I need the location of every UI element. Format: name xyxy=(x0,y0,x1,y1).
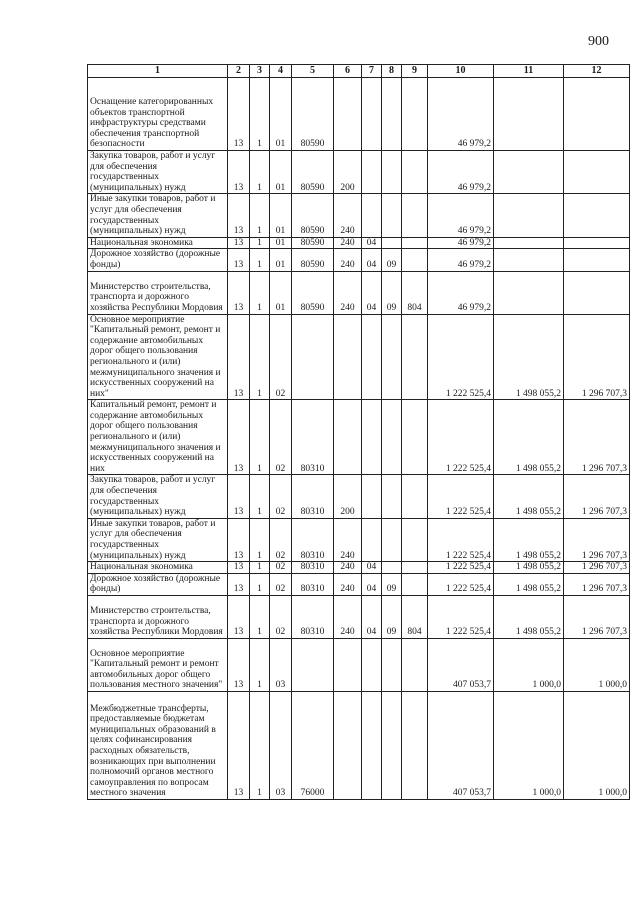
page-number: 900 xyxy=(588,34,609,49)
row-value-cell xyxy=(382,518,402,561)
row-description-cell: Оснащение категорированных объектов транспортной инфраструктуры средствами обеспечения транспортной безопасности xyxy=(88,78,228,151)
row-value-cell: 1 222 525,4 xyxy=(428,562,494,574)
row-value-cell: 1 xyxy=(250,271,270,314)
row-value-cell: 01 xyxy=(270,194,292,237)
row-value-cell: 09 xyxy=(382,271,402,314)
row-value-cell: 1 xyxy=(250,314,270,400)
row-value-cell xyxy=(494,151,564,194)
row-value-cell xyxy=(402,400,428,475)
row-value-cell: 80590 xyxy=(292,151,334,194)
row-description-cell: Основное мероприятие "Капитальный ремонт и ремонт автомобильных дорог общего пользования местного значения" xyxy=(88,638,228,691)
row-value-cell xyxy=(402,691,428,799)
row-value-cell xyxy=(402,314,428,400)
row-value-cell: 02 xyxy=(270,595,292,638)
row-value-cell: 1 xyxy=(250,518,270,561)
row-value-cell: 13 xyxy=(228,595,250,638)
row-value-cell xyxy=(494,237,564,249)
row-value-cell: 407 053,7 xyxy=(428,691,494,799)
row-value-cell: 76000 xyxy=(292,691,334,799)
row-description-cell: Закупка товаров, работ и услуг для обеспечения государственных (муниципальных) нужд xyxy=(88,151,228,194)
column-header: 2 xyxy=(228,65,250,78)
row-description-cell: Иные закупки товаров, работ и услуг для обеспечения государственных (муниципальных) нужд xyxy=(88,518,228,561)
row-value-cell xyxy=(382,237,402,249)
row-value-cell: 1 296 707,3 xyxy=(564,400,630,475)
table-row xyxy=(88,595,630,638)
row-value-cell xyxy=(402,78,428,151)
row-value-cell: 02 xyxy=(270,573,292,595)
row-value-cell xyxy=(402,249,428,271)
row-value-cell: 46 979,2 xyxy=(428,151,494,194)
row-value-cell: 1 xyxy=(250,595,270,638)
row-value-cell: 46 979,2 xyxy=(428,249,494,271)
row-value-cell: 13 xyxy=(228,400,250,475)
table-header-row xyxy=(88,65,630,78)
row-value-cell xyxy=(494,78,564,151)
row-value-cell xyxy=(334,638,362,691)
row-value-cell: 04 xyxy=(362,237,382,249)
row-value-cell xyxy=(382,78,402,151)
row-value-cell xyxy=(402,573,428,595)
row-value-cell: 80590 xyxy=(292,237,334,249)
table-row xyxy=(88,573,630,595)
row-value-cell: 1 222 525,4 xyxy=(428,475,494,518)
row-description-cell: Национальная экономика xyxy=(88,562,228,574)
row-value-cell xyxy=(334,400,362,475)
row-value-cell xyxy=(382,562,402,574)
row-value-cell: 01 xyxy=(270,151,292,194)
table-row xyxy=(88,638,630,691)
row-value-cell xyxy=(334,691,362,799)
row-description-cell: Дорожное хозяйство (дорожные фонды) xyxy=(88,249,228,271)
row-value-cell xyxy=(564,271,630,314)
row-value-cell xyxy=(292,638,334,691)
row-value-cell: 1 222 525,4 xyxy=(428,595,494,638)
row-value-cell: 80590 xyxy=(292,249,334,271)
row-value-cell: 1 xyxy=(250,249,270,271)
column-header: 7 xyxy=(362,65,382,78)
row-value-cell xyxy=(564,151,630,194)
row-value-cell: 80310 xyxy=(292,518,334,561)
row-description-cell: Дорожное хозяйство (дорожные фонды) xyxy=(88,573,228,595)
row-value-cell xyxy=(382,400,402,475)
row-value-cell: 240 xyxy=(334,271,362,314)
row-value-cell: 1 xyxy=(250,475,270,518)
table-row xyxy=(88,400,630,475)
row-value-cell: 02 xyxy=(270,400,292,475)
column-header: 5 xyxy=(292,65,334,78)
table-row xyxy=(88,562,630,574)
row-description-cell: Министерство строительства, транспорта и дорожного хозяйства Республики Мордовия xyxy=(88,595,228,638)
row-value-cell xyxy=(494,249,564,271)
table-row xyxy=(88,237,630,249)
row-value-cell xyxy=(402,194,428,237)
row-value-cell: 80590 xyxy=(292,78,334,151)
row-value-cell: 13 xyxy=(228,562,250,574)
row-value-cell: 240 xyxy=(334,518,362,561)
row-value-cell: 1 296 707,3 xyxy=(564,562,630,574)
row-value-cell: 46 979,2 xyxy=(428,271,494,314)
row-value-cell: 1 xyxy=(250,562,270,574)
row-value-cell: 80590 xyxy=(292,271,334,314)
row-value-cell xyxy=(494,271,564,314)
row-value-cell: 02 xyxy=(270,562,292,574)
row-value-cell: 240 xyxy=(334,249,362,271)
row-value-cell xyxy=(564,194,630,237)
row-value-cell xyxy=(402,638,428,691)
row-value-cell: 13 xyxy=(228,249,250,271)
row-value-cell: 03 xyxy=(270,691,292,799)
row-value-cell: 09 xyxy=(382,249,402,271)
row-value-cell: 13 xyxy=(228,237,250,249)
table-row xyxy=(88,518,630,561)
row-value-cell: 1 000,0 xyxy=(494,691,564,799)
row-value-cell: 1 000,0 xyxy=(564,638,630,691)
row-value-cell: 13 xyxy=(228,271,250,314)
row-value-cell: 80310 xyxy=(292,573,334,595)
row-value-cell xyxy=(362,78,382,151)
row-value-cell: 04 xyxy=(362,595,382,638)
row-value-cell xyxy=(402,562,428,574)
row-value-cell: 01 xyxy=(270,78,292,151)
row-value-cell: 1 222 525,4 xyxy=(428,400,494,475)
row-value-cell: 04 xyxy=(362,562,382,574)
row-value-cell: 804 xyxy=(402,595,428,638)
row-value-cell: 46 979,2 xyxy=(428,237,494,249)
budget-table xyxy=(87,64,630,800)
row-value-cell xyxy=(362,518,382,561)
row-value-cell: 1 000,0 xyxy=(494,638,564,691)
table-row xyxy=(88,691,630,799)
row-value-cell: 1 498 055,2 xyxy=(494,595,564,638)
row-value-cell: 1 498 055,2 xyxy=(494,562,564,574)
row-value-cell: 1 296 707,3 xyxy=(564,314,630,400)
row-value-cell: 1 xyxy=(250,194,270,237)
row-value-cell: 01 xyxy=(270,249,292,271)
row-value-cell: 200 xyxy=(334,151,362,194)
row-value-cell: 1 222 525,4 xyxy=(428,518,494,561)
row-value-cell: 1 498 055,2 xyxy=(494,314,564,400)
row-value-cell: 1 xyxy=(250,400,270,475)
row-description-cell: Основное мероприятие "Капитальный ремонт, ремонт и содержание автомобильных дорог общего пользования регионального и (или) межмуниципального значения и искусственных сооружений на них" xyxy=(88,314,228,400)
row-value-cell xyxy=(362,400,382,475)
row-value-cell: 46 979,2 xyxy=(428,78,494,151)
row-value-cell xyxy=(362,151,382,194)
column-header: 11 xyxy=(494,65,564,78)
row-value-cell: 1 xyxy=(250,237,270,249)
row-description-cell: Закупка товаров, работ и услуг для обеспечения государственных (муниципальных) нужд xyxy=(88,475,228,518)
row-value-cell: 1 000,0 xyxy=(564,691,630,799)
row-value-cell: 80310 xyxy=(292,400,334,475)
row-value-cell: 1 222 525,4 xyxy=(428,573,494,595)
row-value-cell: 240 xyxy=(334,595,362,638)
row-value-cell xyxy=(382,475,402,518)
row-value-cell: 240 xyxy=(334,573,362,595)
row-value-cell: 80310 xyxy=(292,475,334,518)
row-value-cell: 13 xyxy=(228,518,250,561)
row-value-cell xyxy=(334,78,362,151)
row-value-cell xyxy=(382,151,402,194)
column-header: 6 xyxy=(334,65,362,78)
row-value-cell: 1 xyxy=(250,151,270,194)
row-description-cell: Национальная экономика xyxy=(88,237,228,249)
row-value-cell: 13 xyxy=(228,475,250,518)
row-value-cell: 1 498 055,2 xyxy=(494,475,564,518)
table-row xyxy=(88,314,630,400)
column-header: 3 xyxy=(250,65,270,78)
column-header: 9 xyxy=(402,65,428,78)
row-value-cell: 1 498 055,2 xyxy=(494,400,564,475)
row-value-cell xyxy=(402,475,428,518)
row-description-cell: Межбюджетные трансферты, предоставляемые бюджетам муниципальных образований в целях софинансирования расходных обязательств, возникающих при выполнении полномочий органов местного самоуправления по вопросам местного значения xyxy=(88,691,228,799)
row-value-cell: 04 xyxy=(362,271,382,314)
row-value-cell: 240 xyxy=(334,194,362,237)
row-description-cell: Министерство строительства, транспорта и дорожного хозяйства Республики Мордовия xyxy=(88,271,228,314)
column-header: 10 xyxy=(428,65,494,78)
row-value-cell: 1 498 055,2 xyxy=(494,518,564,561)
column-header: 8 xyxy=(382,65,402,78)
table-row xyxy=(88,78,630,151)
row-value-cell xyxy=(362,638,382,691)
row-value-cell: 80310 xyxy=(292,562,334,574)
row-value-cell xyxy=(382,638,402,691)
row-value-cell xyxy=(362,314,382,400)
row-description-cell: Капитальный ремонт, ремонт и содержание автомобильных дорог общего пользования регионального и (или) межмуниципального значения и искусственных сооружений на них xyxy=(88,400,228,475)
row-description-cell: Иные закупки товаров, работ и услуг для обеспечения государственных (муниципальных) нужд xyxy=(88,194,228,237)
row-value-cell: 13 xyxy=(228,691,250,799)
row-value-cell: 1 222 525,4 xyxy=(428,314,494,400)
row-value-cell xyxy=(362,475,382,518)
row-value-cell: 02 xyxy=(270,314,292,400)
row-value-cell: 13 xyxy=(228,638,250,691)
column-header: 12 xyxy=(564,65,630,78)
row-value-cell: 804 xyxy=(402,271,428,314)
row-value-cell xyxy=(494,194,564,237)
row-value-cell: 1 296 707,3 xyxy=(564,573,630,595)
table-row xyxy=(88,249,630,271)
table-row xyxy=(88,194,630,237)
row-value-cell: 1 296 707,3 xyxy=(564,475,630,518)
row-value-cell: 03 xyxy=(270,638,292,691)
row-value-cell: 1 498 055,2 xyxy=(494,573,564,595)
row-value-cell xyxy=(292,314,334,400)
row-value-cell xyxy=(564,249,630,271)
row-value-cell: 13 xyxy=(228,194,250,237)
row-value-cell: 1 xyxy=(250,78,270,151)
row-value-cell xyxy=(402,151,428,194)
row-value-cell: 02 xyxy=(270,475,292,518)
row-value-cell: 1 xyxy=(250,573,270,595)
row-value-cell: 13 xyxy=(228,314,250,400)
row-value-cell: 80590 xyxy=(292,194,334,237)
column-header: 4 xyxy=(270,65,292,78)
row-value-cell: 01 xyxy=(270,237,292,249)
row-value-cell: 13 xyxy=(228,573,250,595)
table-row xyxy=(88,271,630,314)
row-value-cell: 09 xyxy=(382,595,402,638)
column-header: 1 xyxy=(88,65,228,78)
row-value-cell: 13 xyxy=(228,78,250,151)
row-value-cell xyxy=(564,78,630,151)
row-value-cell: 01 xyxy=(270,271,292,314)
row-value-cell: 13 xyxy=(228,151,250,194)
row-value-cell: 46 979,2 xyxy=(428,194,494,237)
row-value-cell xyxy=(382,314,402,400)
row-value-cell: 04 xyxy=(362,249,382,271)
row-value-cell: 80310 xyxy=(292,595,334,638)
row-value-cell xyxy=(402,237,428,249)
row-value-cell: 1 xyxy=(250,638,270,691)
row-value-cell: 09 xyxy=(382,573,402,595)
row-value-cell: 240 xyxy=(334,562,362,574)
row-value-cell: 1 296 707,3 xyxy=(564,518,630,561)
row-value-cell: 1 296 707,3 xyxy=(564,595,630,638)
row-value-cell: 240 xyxy=(334,237,362,249)
row-value-cell: 1 xyxy=(250,691,270,799)
row-value-cell xyxy=(382,194,402,237)
row-value-cell: 407 053,7 xyxy=(428,638,494,691)
row-value-cell xyxy=(334,314,362,400)
table-row xyxy=(88,475,630,518)
row-value-cell: 04 xyxy=(362,573,382,595)
row-value-cell: 200 xyxy=(334,475,362,518)
table-body xyxy=(88,78,630,800)
row-value-cell: 02 xyxy=(270,518,292,561)
row-value-cell xyxy=(564,237,630,249)
row-value-cell xyxy=(362,194,382,237)
row-value-cell xyxy=(382,691,402,799)
table-row xyxy=(88,151,630,194)
row-value-cell xyxy=(402,518,428,561)
row-value-cell xyxy=(362,691,382,799)
